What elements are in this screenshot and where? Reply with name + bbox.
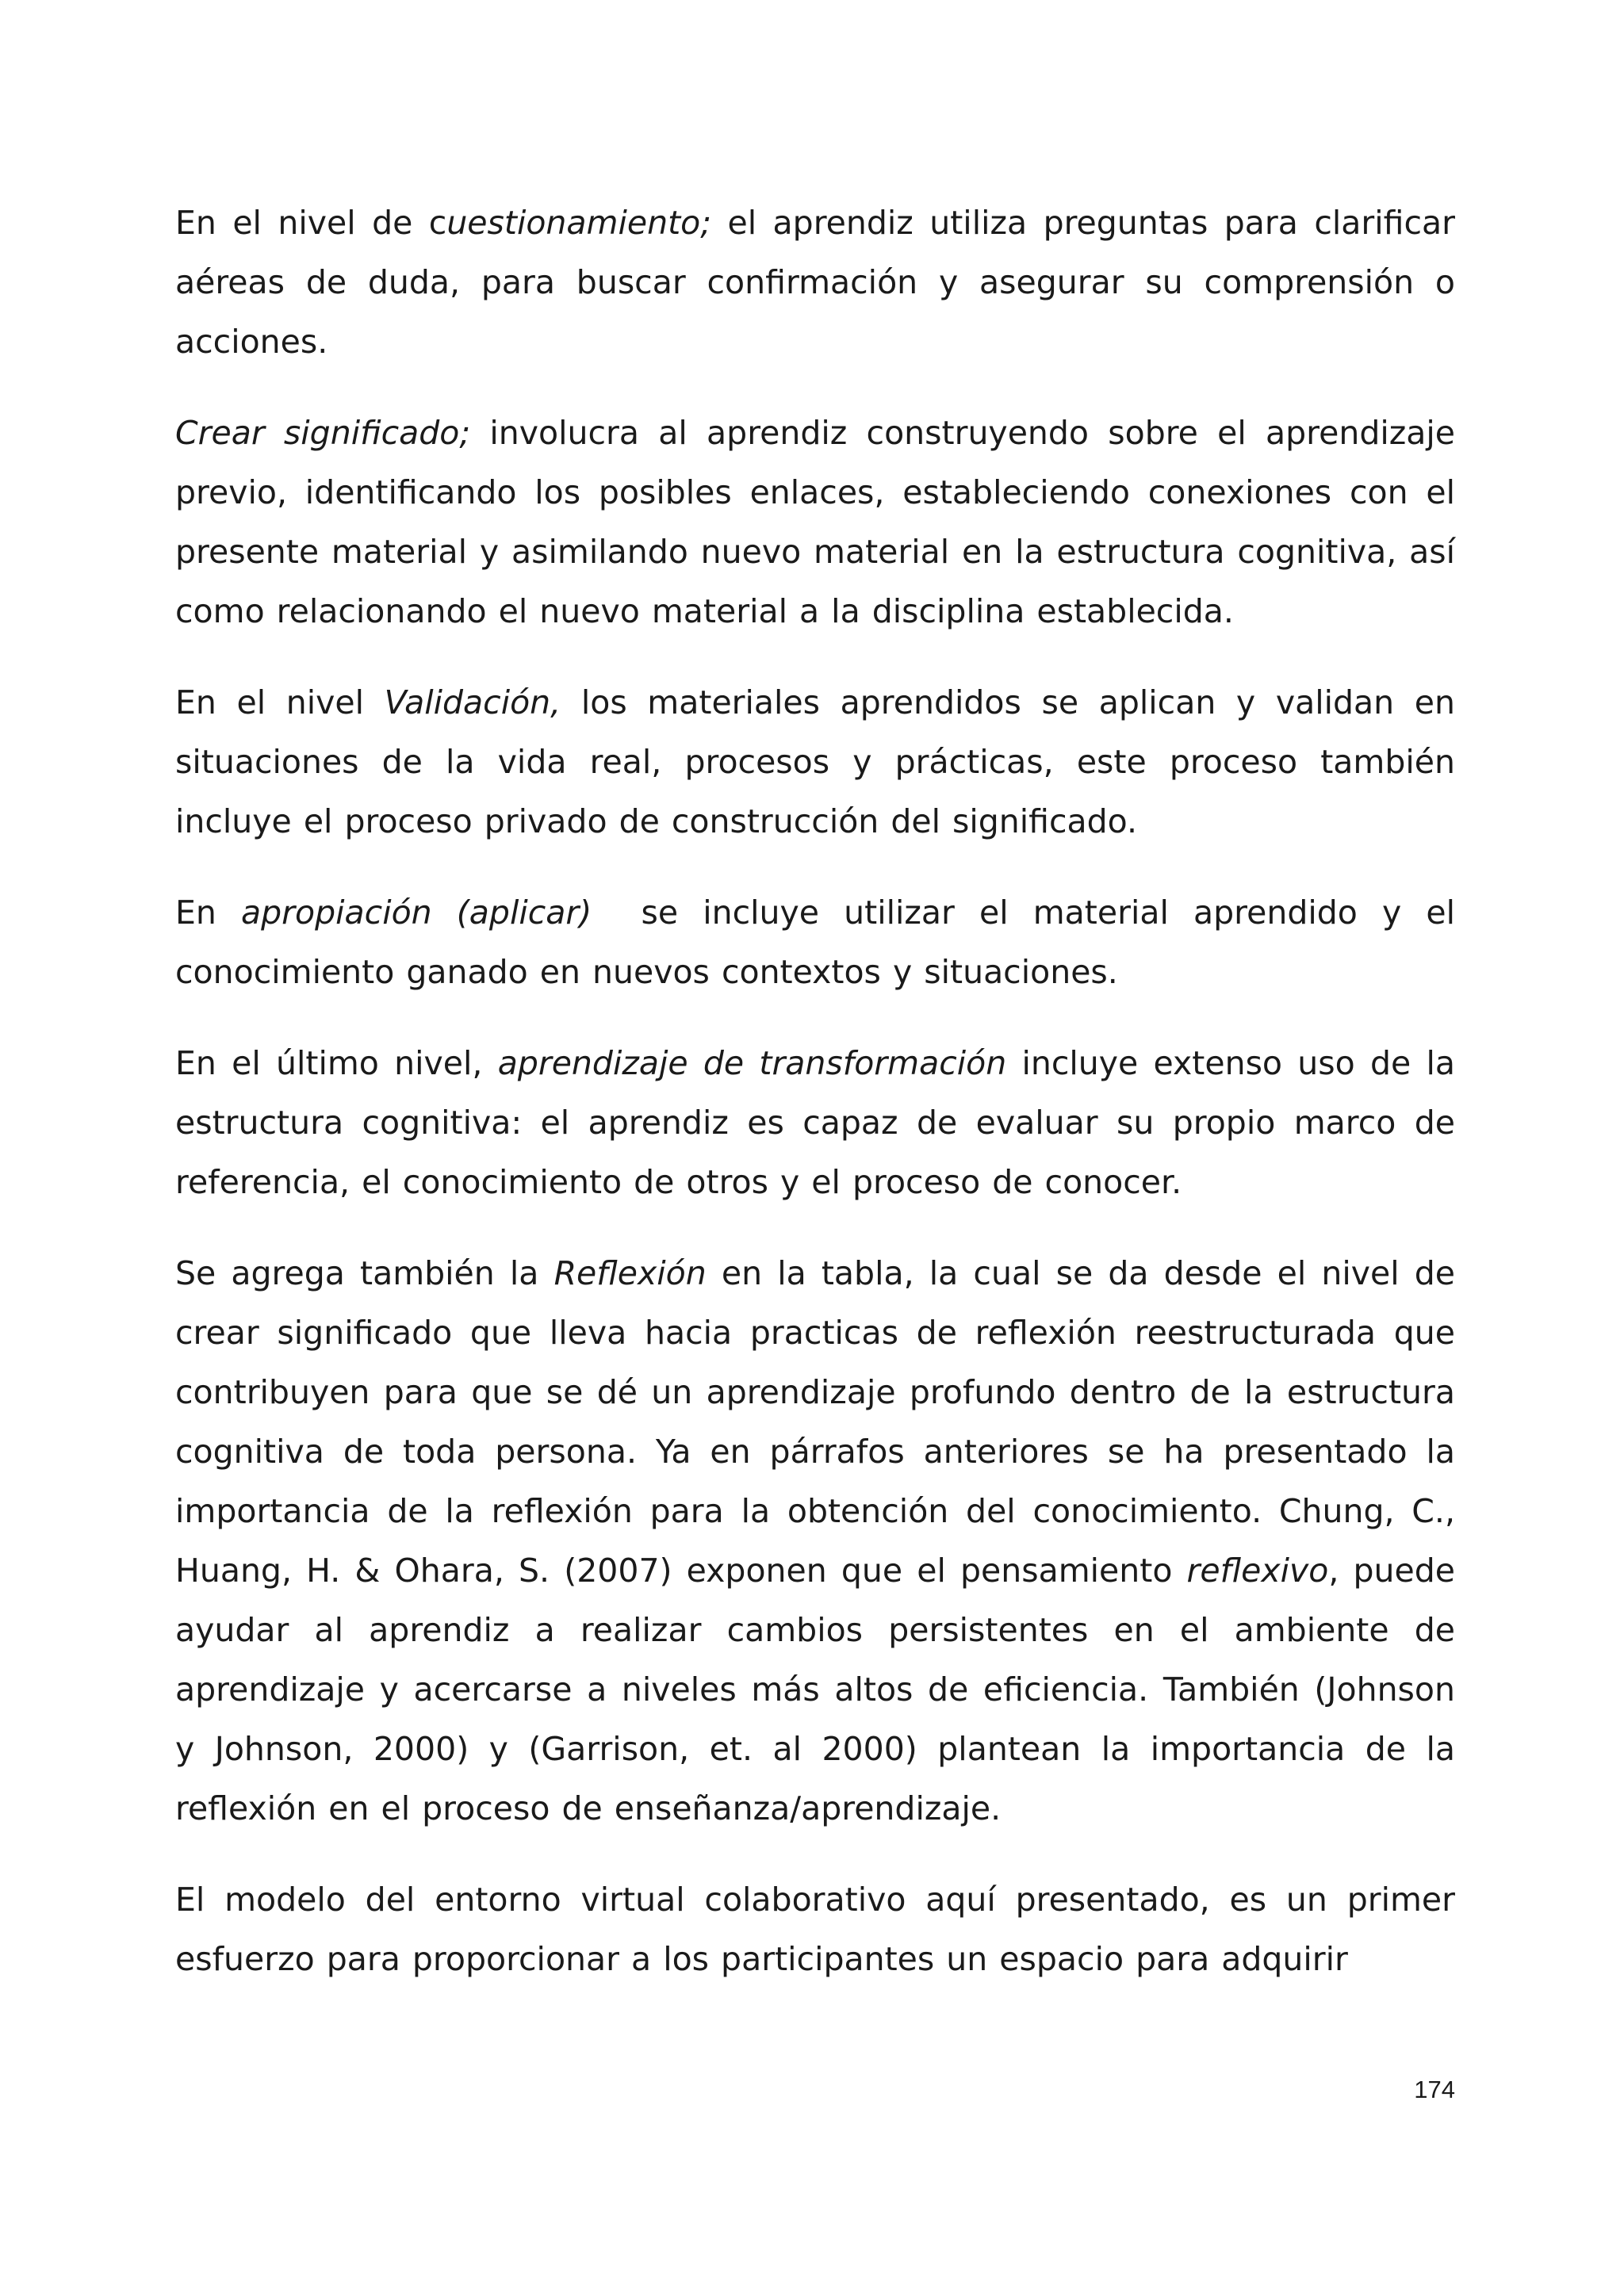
paragraph-text: En el nivel de c	[175, 204, 447, 242]
paragraph-modelo	[175, 1870, 1455, 1989]
emphasis-term: Validación,	[384, 683, 561, 721]
paragraph-text: el aprendiz utiliza preguntas para clarificar aéreas de duda, para buscar confirmación y asegurar su comprensión o acciones.	[175, 204, 1455, 361]
paragraph-text: , puede ayudar al aprendiz a realizar cambios persistentes en el ambiente de aprendizaje y acercarse a niveles más altos de eficiencia. También (Johnson y Johnson, 2000) y (Garrison, et. al 2000) plantean la importancia de la reflexión en el proceso de enseñanza/aprendizaje.	[175, 1552, 1455, 1827]
page-number: 174	[1414, 2076, 1455, 2103]
emphasis-term: aprendizaje de transformación	[497, 1044, 1007, 1082]
paragraph-crear-significado	[175, 404, 1455, 641]
emphasis-term: Reflexión	[553, 1254, 707, 1292]
paragraph-text: El modelo del entorno virtual colaborativo aquí presentado, es un primer esfuerzo para proporcionar a los participantes un espacio para adquirir	[175, 1881, 1455, 1978]
paragraph-reflexion	[175, 1244, 1455, 1839]
paragraph-text: En el nivel	[175, 683, 385, 721]
paragraph-text: los materiales aprendidos se aplican y validan en situaciones de la vida real, procesos y prácticas, este proceso también incluye el proceso privado de construcción del significado.	[175, 683, 1455, 840]
paragraph-text: Se agrega también la	[175, 1254, 554, 1292]
paragraph-validacion	[175, 673, 1455, 851]
emphasis-term: uestionamiento;	[446, 204, 712, 242]
document-body	[175, 193, 1468, 2021]
paragraph-text: En	[175, 894, 242, 932]
paragraph-text: se incluye utilizar el material aprendido y el conocimiento ganado en nuevos contextos y situaciones.	[175, 894, 1468, 991]
paragraph-text: En el último nivel,	[175, 1044, 498, 1082]
paragraph-text: incluye extenso uso de la estructura cognitiva: el aprendiz es capaz de evaluar su propio marco de referencia, el conocimiento de otros y el proceso de conocer.	[175, 1044, 1455, 1201]
paragraph-text: involucra al aprendiz construyendo sobre el aprendizaje previo, identificando los posibles enlaces, estableciendo conexiones con el presente material y asimilando nuevo material en la estructura cognitiva, así como relacionando el nuevo material a la disciplina establecida.	[175, 414, 1456, 630]
emphasis-term: Crear significado;	[175, 414, 471, 452]
paragraph-transformacion	[175, 1034, 1455, 1212]
paragraph-text: en la tabla, la cual se da desde el nivel de crear significado que lleva hacia practicas de reflexión reestructurada que contribuyen para que se dé un aprendizaje profundo dentro de la estructura cognitiva de toda persona. Ya en párrafos anteriores se ha presentado la importancia de la reflexión para la obtención del conocimiento. Chung, C., Huang, H. & Ohara, S. (2007) exponen que el pensamiento	[175, 1254, 1455, 1590]
paragraph-cuestionamiento	[175, 193, 1455, 372]
emphasis-term: apropiación (aplicar)	[241, 894, 592, 932]
emphasis-term: reflexivo	[1186, 1552, 1329, 1590]
paragraph-apropiacion	[175, 883, 1468, 1002]
